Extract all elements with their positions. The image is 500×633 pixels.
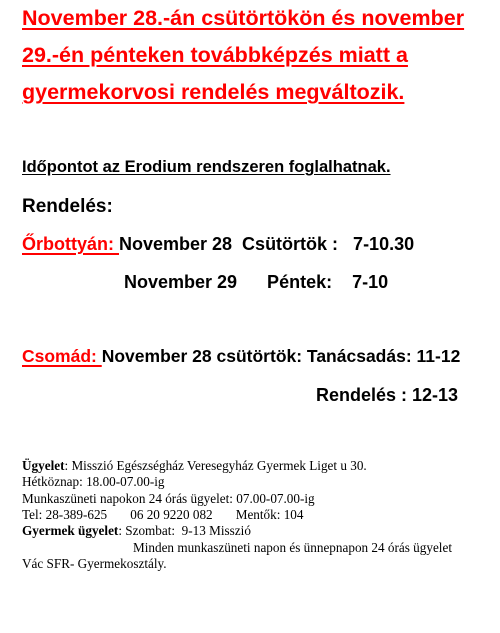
headline-line-1: November 28.-án csütörtökön és november [22, 6, 465, 30]
csomad-line-1: November 28 csütörtök: Tanácsadás: 11-12 [101, 346, 461, 366]
headline-line-3: gyermekorvosi rendelés megváltozik. [22, 80, 405, 104]
booking-note: Időpontot az Erodium rendszeren foglalhatnak. [22, 158, 391, 176]
headline-line-2: 29.-én pénteken továbbképzés miatt a [22, 43, 408, 67]
ugyelet-line [22, 458, 367, 474]
rendeles-title: Rendelés: [22, 196, 113, 217]
orbottyan-day-2: November 29 Péntek: 7-10 [124, 272, 389, 292]
minden-line: Minden munkaszüneti napon és ünnepnapon 24 órás ügyelet [133, 540, 452, 555]
csomad-line-2: Rendelés : 12-13 [316, 385, 459, 405]
tel-line: Tel: 28-389-625 06 20 9220 082 Mentők: 104 [22, 507, 304, 522]
gyermek-ugyelet-label: Gyermek ügyelet [22, 523, 119, 538]
csomad-row-1 [22, 346, 460, 367]
ugyelet-label: Ügyelet [22, 458, 65, 473]
gyermek-ugyelet-line [22, 523, 251, 539]
orbottyan-day-1: November 28 Csütörtök : 7-10.30 [119, 234, 415, 254]
munkaszuneti-line: Munkaszüneti napokon 24 órás ügyelet: 07.00-07.00-ig [22, 491, 315, 506]
vac-line: Vác SFR- Gyermekosztály. [22, 556, 167, 571]
ugyelet-text: : Misszió Egészségház Veresegyház Gyermek Liget u 30. [64, 458, 367, 473]
orbottyan-row-1 [22, 234, 414, 255]
hetkoznap-line: Hétköznap: 18.00-07.00-ig [22, 474, 165, 489]
csomad-place-label: Csomád: [22, 346, 102, 366]
gyermek-ugyelet-text: : Szombat: 9-13 Misszió [118, 523, 251, 538]
orbottyan-place-label: Őrbottyán: [22, 234, 119, 254]
